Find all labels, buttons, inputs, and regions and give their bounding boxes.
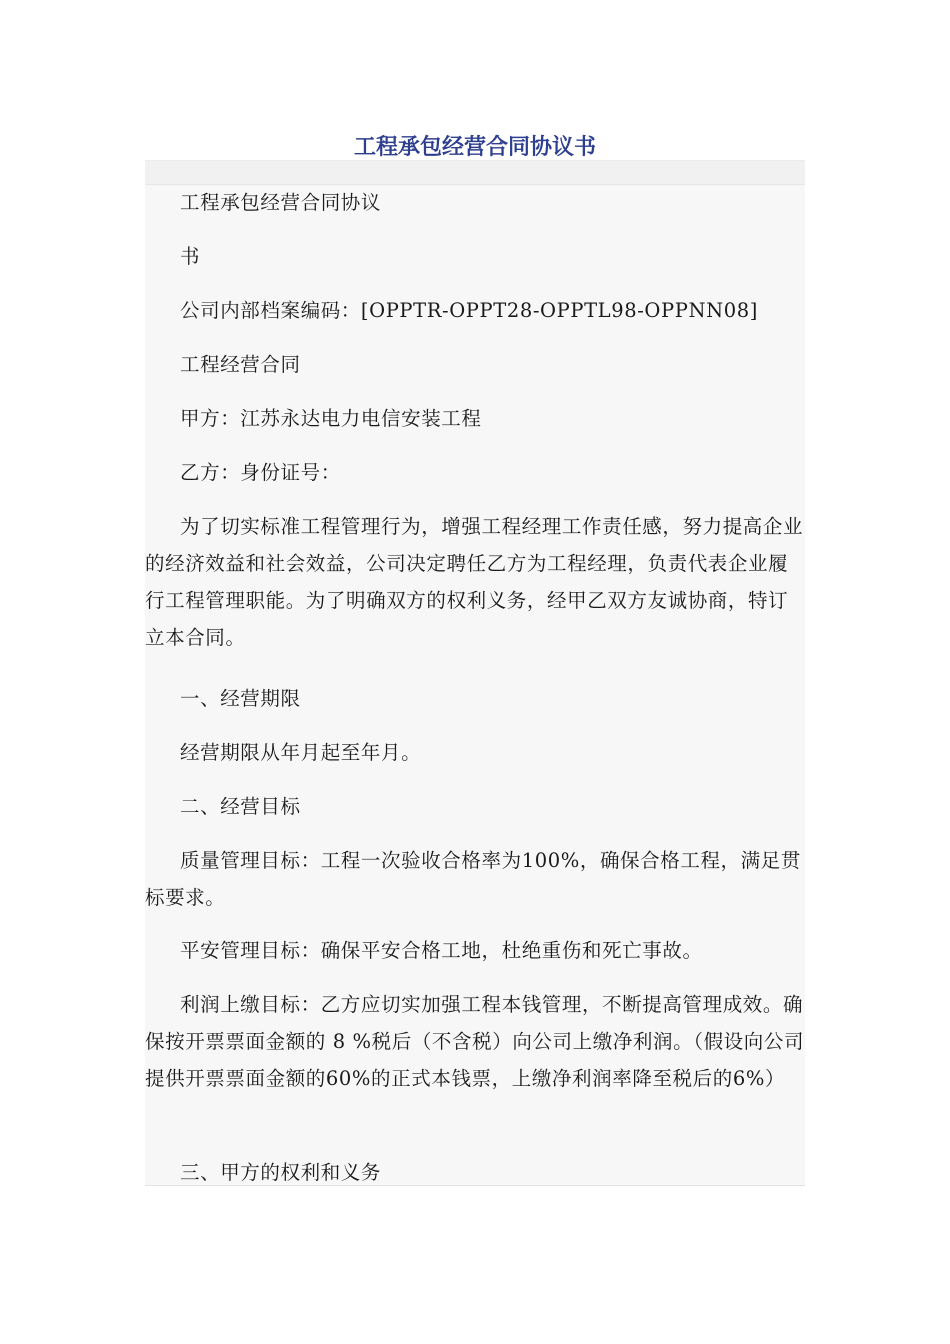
section-heading-term: 一、经营期限 — [180, 687, 301, 710]
document-title: 工程承包经营合同协议书 — [353, 135, 596, 160]
paragraph-quality-goal: 质量管理目标：工程一次验收合格率为100%，确保合格工程，满足贯标要求。 — [145, 849, 801, 909]
paragraph-heading-line1: 工程承包经营合同协议 — [180, 191, 382, 214]
paragraph-profit-goal: 利润上缴目标：乙方应切实加强工程本钱管理，不断提高管理成效。确保按开票票面金额的 8 %税后（不含税）向公司上缴净利润。（假设向公司提供开票票面金额的60%的正式本钱票，上缴净利润率降至税后的6%） — [145, 993, 805, 1090]
section-heading-party-a-rights: 三、甲方的权利和义务 — [180, 1161, 382, 1184]
paragraph-contract-name: 工程经营合同 — [180, 353, 301, 376]
paragraph-party-b: 乙方：身份证号： — [180, 461, 341, 484]
body-top-band — [145, 161, 805, 185]
paragraph-archive-code: 公司内部档案编码：[OPPTR-OPPT28-OPPTL98-OPPNN08] — [180, 299, 759, 322]
section-heading-goals: 二、经营目标 — [180, 795, 301, 818]
paragraph-preamble: 为了切实标准工程管理行为，增强工程经理工作责任感，努力提高企业的经济效益和社会效益，公司决定聘任乙方为工程经理，负责代表企业履行工程管理职能。为了明确双方的权利义务，经甲乙双方友诚协商，特订立本合同。 — [145, 515, 804, 649]
paragraph-heading-line2: 书 — [180, 245, 201, 268]
paragraph-term: 经营期限从年月起至年月。 — [180, 741, 422, 764]
paragraph-safety-goal: 平安管理目标：确保平安合格工地，杜绝重伤和死亡事故。 — [180, 939, 703, 962]
paragraph-party-a: 甲方：江苏永达电力电信安装工程 — [180, 407, 482, 430]
document-body — [145, 160, 805, 1186]
